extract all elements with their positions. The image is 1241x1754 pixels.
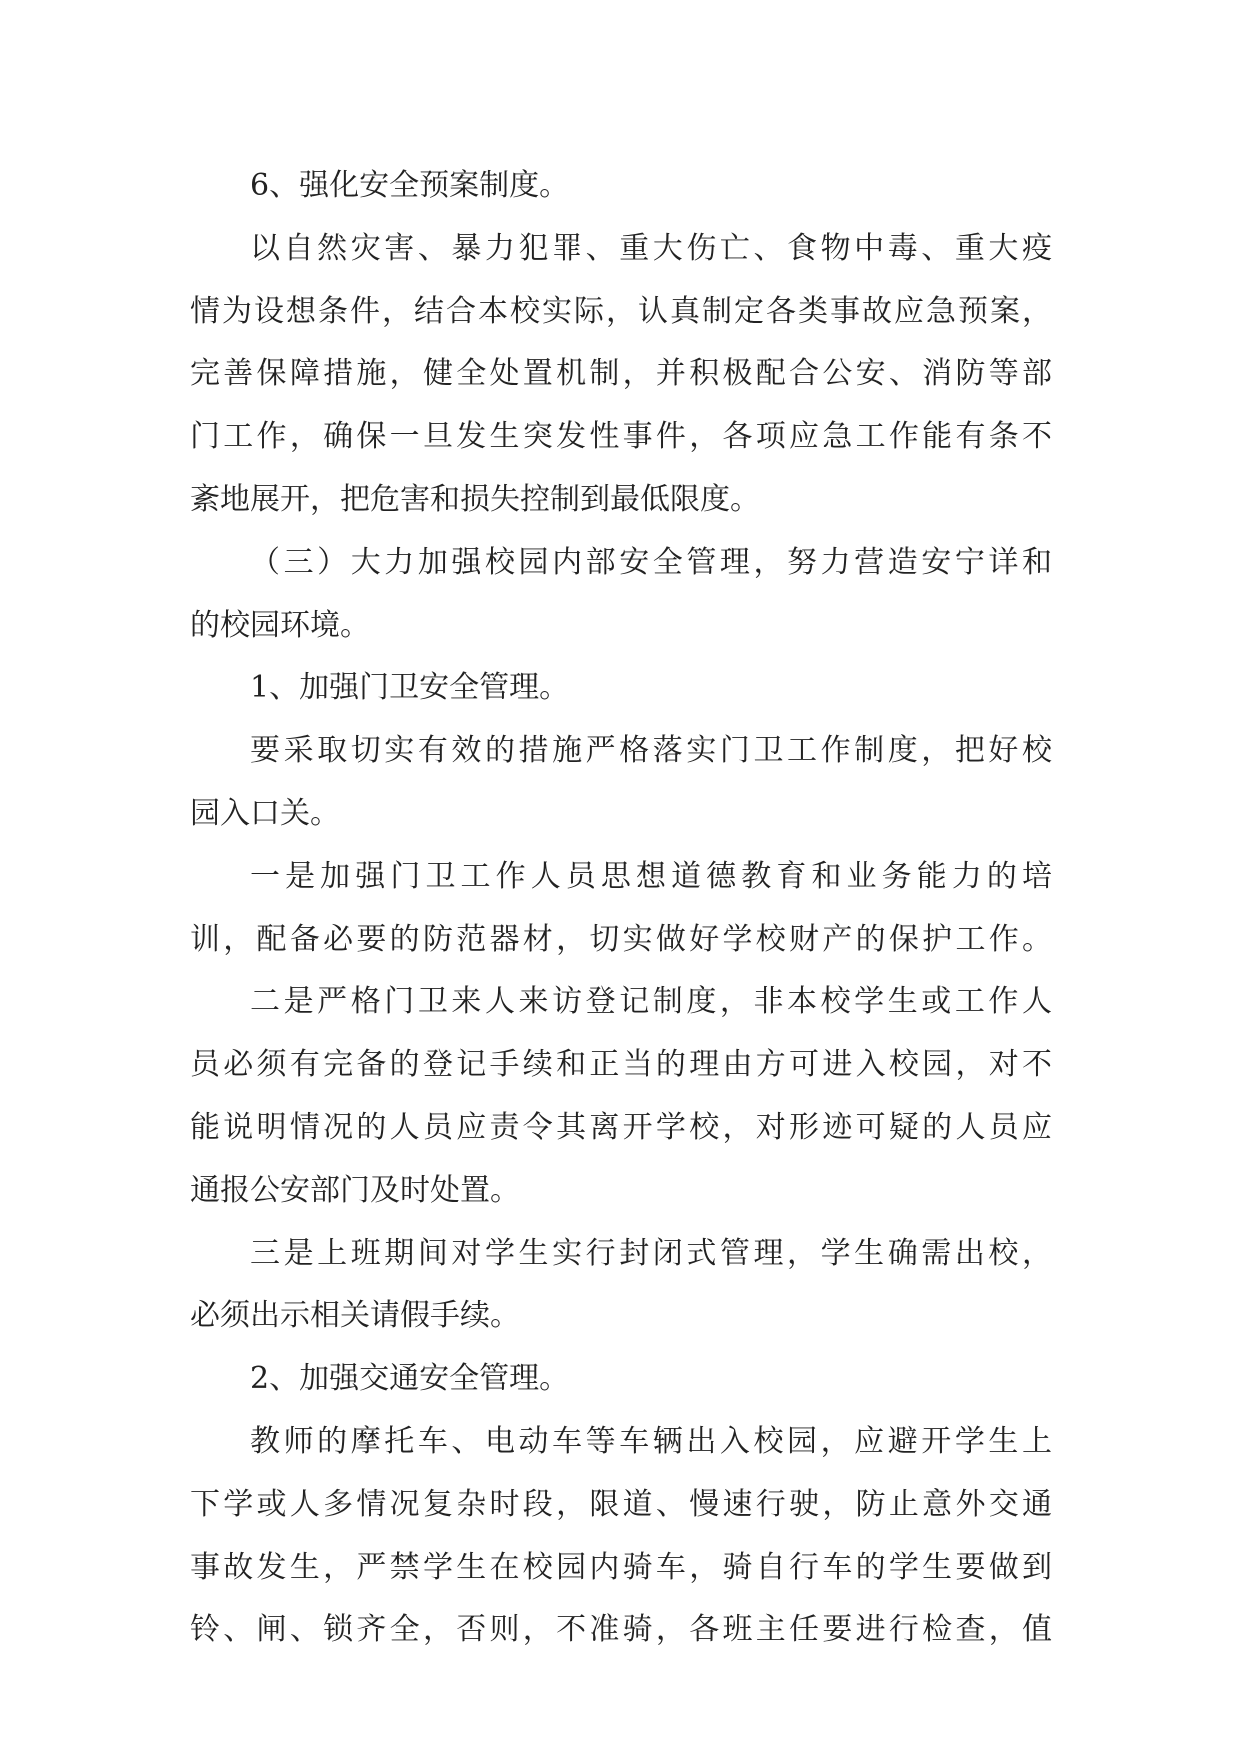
text-line: 通报公安部门及时处置。 [190,1172,520,1208]
text-line: 员必须有完备的登记手续和正当的理由方可进入校园，对不 [190,1047,1052,1083]
text-line: 二是严格门卫来人来访登记制度，非本校学生或工作人 [250,984,1052,1020]
text-line: 1、加强门卫安全管理。 [250,670,570,706]
text-line: 以自然灾害、暴力犯罪、重大伤亡、食物中毒、重大疫 [250,230,1052,266]
text-line: 事故发生，严禁学生在校园内骑车，骑自行车的学生要做到 [190,1549,1052,1585]
text-line: 6、强化安全预案制度。 [250,168,570,203]
text-line: 一是加强门卫工作人员思想道德教育和业务能力的培 [250,858,1052,894]
text-line: 的校园环境。 [190,607,370,643]
text-line: 完善保障措施，健全处置机制，并积极配合公安、消防等部 [190,356,1052,392]
text-line: 铃、闸、锁齐全，否则，不准骑，各班主任要进行检查，值 [190,1612,1052,1648]
text-line: 能说明情况的人员应责令其离开学校，对形迹可疑的人员应 [190,1109,1052,1145]
text-line: （三）大力加强校园内部安全管理，努力营造安宁详和 [250,544,1052,580]
text-line: 园入口关。 [190,795,340,831]
text-line: 下学或人多情况复杂时段，限道、慢速行驶，防止意外交通 [190,1486,1052,1522]
text-line: 三是上班期间对学生实行封闭式管理，学生确需出校， [250,1235,1052,1271]
text-line: 教师的摩托车、电动车等车辆出入校园，应避开学生上 [250,1423,1052,1459]
text-line: 要采取切实有效的措施严格落实门卫工作制度，把好校 [250,733,1052,769]
text-line: 紊地展开，把危害和损失控制到最低限度。 [190,481,760,517]
text-line: 2、加强交通安全管理。 [250,1361,570,1397]
text-line: 门工作，确保一旦发生突发性事件，各项应急工作能有条不 [190,419,1052,455]
document-body [190,155,1052,1662]
text-line: 情为设想条件，结合本校实际，认真制定各类事故应急预案， [190,293,1052,329]
text-line: 必须出示相关请假手续。 [190,1298,520,1334]
text-line: 训，配备必要的防范器材，切实做好学校财产的保护工作。 [190,921,1052,957]
